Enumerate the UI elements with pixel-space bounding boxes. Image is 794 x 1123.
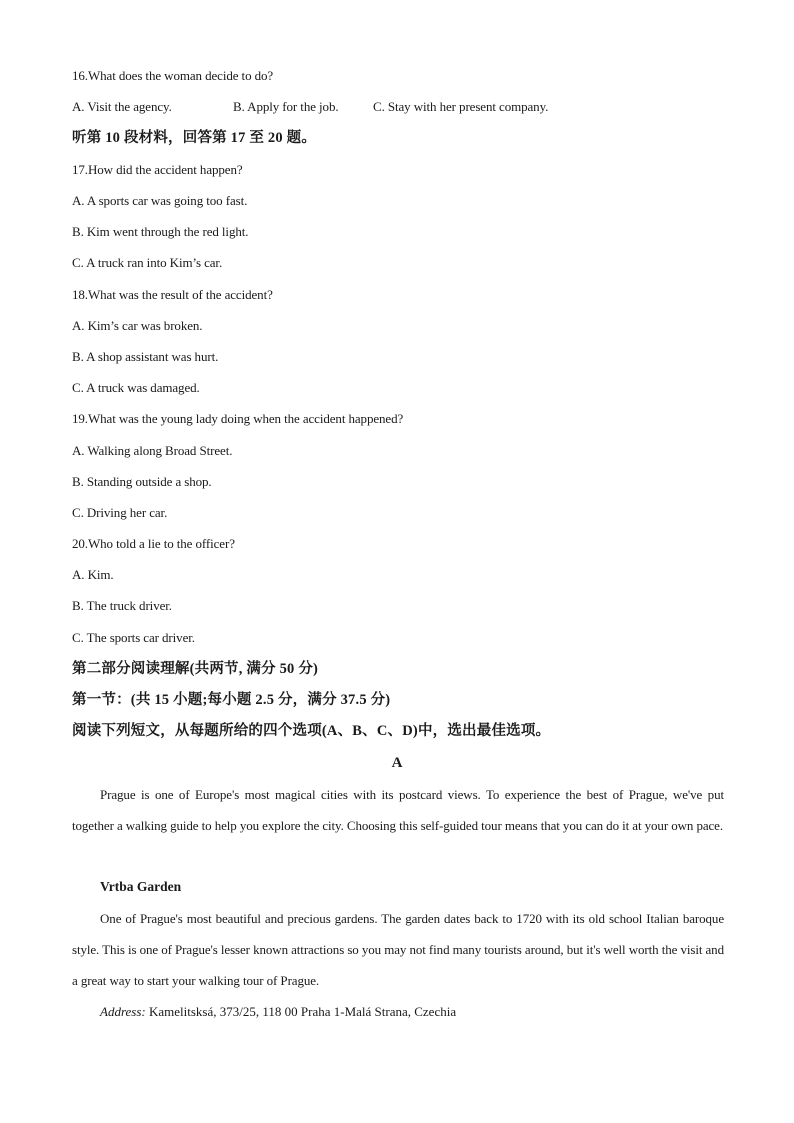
q16-question: 16.What does the woman decide to do? xyxy=(72,68,274,83)
passage-intro: Prague is one of Europe's most magical cities with its postcard views. To experience the best of Prague, we've put together a walking guide to help you explore the city. Choosing this self-guided tour means that you can do it at your own pace. xyxy=(72,787,724,833)
q19-question: 19.What was the young lady doing when the accident happened? xyxy=(72,411,404,426)
part2-instruction: 阅读下列短文，从每题所给的四个选项(A、B、C、D)中，选出最佳选项。 xyxy=(72,723,551,739)
q20-option-b: B. The truck driver. xyxy=(72,598,172,613)
q20-option-a: A. Kim. xyxy=(72,567,114,582)
q19-option-a: A. Walking along Broad Street. xyxy=(72,443,233,458)
q17-option-a: A. A sports car was going too fast. xyxy=(72,193,248,208)
q16-option-c: C. Stay with her present company. xyxy=(373,99,549,114)
q16-option-b: B. Apply for the job. xyxy=(233,99,339,114)
passage-body: One of Prague's most beautiful and precious gardens. The garden dates back to 1720 with its old school Italian baroque style. This is one of Prague's lesser known attractions so you may not find many tourists around, but it's well worth the visit and a great way to start your walking tour of Prague. xyxy=(72,911,724,988)
q17-option-c: C. A truck ran into Kim’s car. xyxy=(72,255,223,270)
passage-label: A xyxy=(391,755,403,771)
part2-title: 第二部分阅读理解(共两节, 满分 50 分) xyxy=(72,661,319,677)
q17-option-b: B. Kim went through the red light. xyxy=(72,224,249,239)
q19-option-b: B. Standing outside a shop. xyxy=(72,474,212,489)
address-value: Kamelitsksá, 373/25, 118 00 Praha 1-Malá Strana, Czechia xyxy=(145,1004,457,1019)
q20-option-c: C. The sports car driver. xyxy=(72,630,195,645)
q18-question: 18.What was the result of the accident? xyxy=(72,287,273,302)
part2-section1: 第一节：(共 15 小题;每小题 2.5 分，满分 37.5 分) xyxy=(72,692,391,708)
q18-option-a: A. Kim’s car was broken. xyxy=(72,318,203,333)
q16-option-a: A. Visit the agency. xyxy=(72,99,172,114)
q18-option-c: C. A truck was damaged. xyxy=(72,380,200,395)
q17-question: 17.How did the accident happen? xyxy=(72,162,243,177)
q19-option-c: C. Driving her car. xyxy=(72,505,168,520)
q18-option-b: B. A shop assistant was hurt. xyxy=(72,349,219,364)
q16-options xyxy=(72,99,548,115)
address-label: Address: xyxy=(100,1004,146,1019)
q20-question: 20.Who told a lie to the officer? xyxy=(72,536,235,551)
passage-heading: Vrtba Garden xyxy=(100,879,182,894)
section10-instruction: 听第 10 段材料，回答第 17 至 20 题。 xyxy=(72,130,317,146)
passage-address xyxy=(100,1004,456,1020)
